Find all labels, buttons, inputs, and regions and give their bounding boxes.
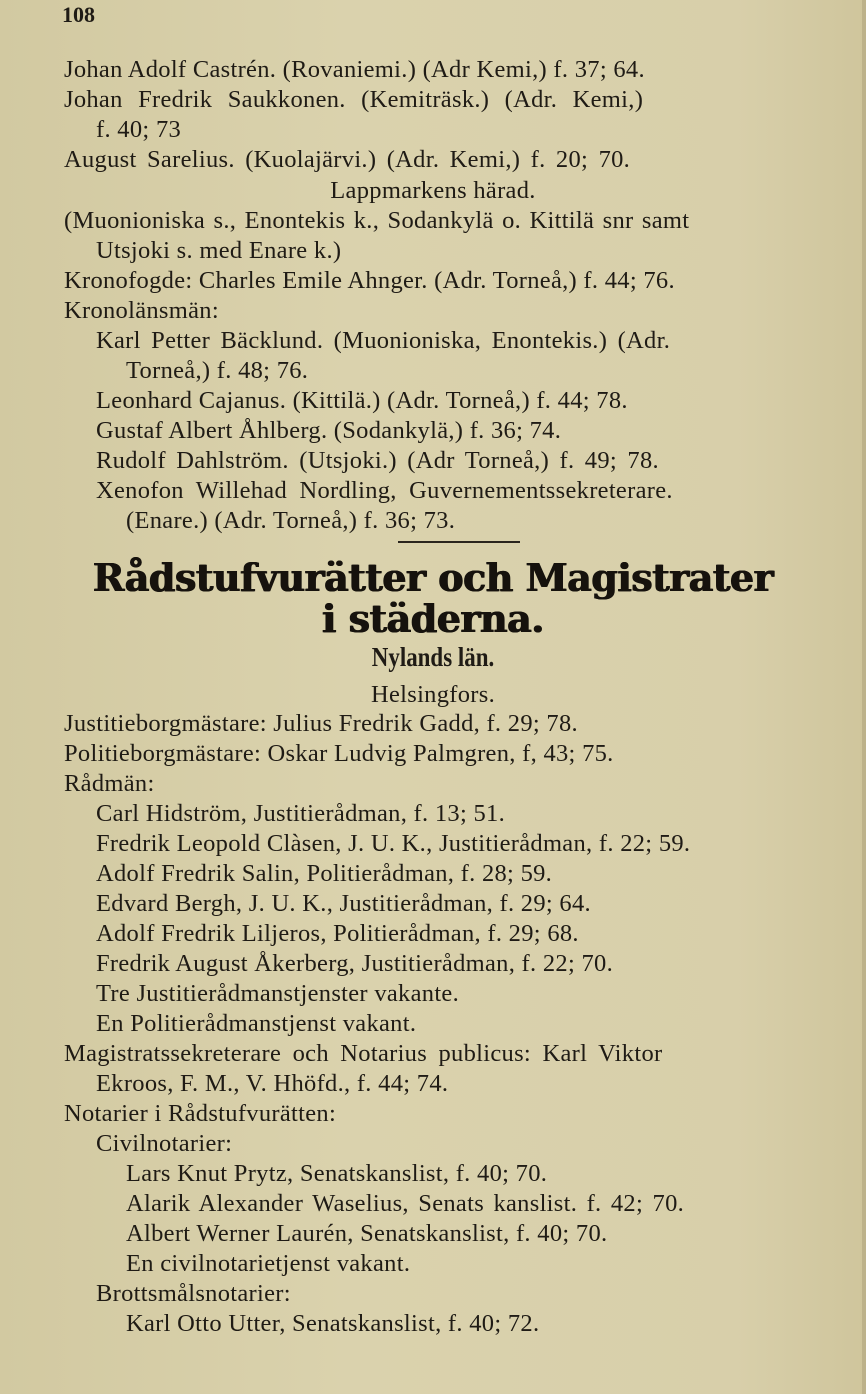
entry-line: Utsjoki s. med Enare k.) (96, 237, 342, 264)
entry-line: Adolf Fredrik Salin, Politierådman, f. 28; 59. (96, 860, 553, 887)
entry-line: Carl Hidström, Justitierådman, f. 13; 51. (96, 800, 506, 827)
entry-line: Rådmän: (64, 770, 155, 797)
entry-line: Notarier i Rådstufvurätten: (64, 1100, 337, 1127)
entry-line: Edvard Bergh, J. U. K., Justitierådman, f. 29; 64. (96, 890, 591, 917)
entry-line: Johan Fredrik Saukkonen. (Kemiträsk.) (Adr. Kemi,) (64, 86, 644, 113)
entry-line: Tre Justitierådmanstjenster vakante. (96, 980, 460, 1007)
entry-line: Magistratssekreterare och Notarius publicus: Karl Viktor (64, 1040, 663, 1067)
entry-line: Fredrik Leopold Clàsen, J. U. K., Justitierådman, f. 22; 59. (96, 830, 691, 857)
entry-line: Gustaf Albert Åhlberg. (Sodankylä,) f. 36; 74. (96, 417, 562, 444)
entry-line: Ekroos, F. M., V. Hhöfd., f. 44; 74. (96, 1070, 449, 1097)
entry-line: Karl Otto Utter, Senatskanslist, f. 40; 72. (126, 1310, 540, 1337)
entry-line: f. 40; 73 (96, 116, 182, 143)
city-heading: Helsingfors. (370, 681, 496, 708)
entry-line: Kronofogde: Charles Emile Ahnger. (Adr. Torneå,) f. 44; 76. (64, 267, 675, 294)
entry-line: August Sarelius. (Kuolajärvi.) (Adr. Kemi,) f. 20; 70. (64, 146, 631, 173)
entry-line: Kronolänsmän: (64, 297, 219, 324)
district-heading: Lappmarkens härad. (330, 177, 536, 204)
entry-line: Torneå,) f. 48; 76. (126, 357, 309, 384)
entry-line: Leonhard Cajanus. (Kittilä.) (Adr. Torneå,) f. 44; 78. (96, 387, 628, 414)
entry-line: Brottsmålsnotarier: (96, 1280, 291, 1307)
section-title: Rådstufvurätter och Magistrater (92, 555, 774, 600)
entry-line: (Enare.) (Adr. Torneå,) f. 36; 73. (126, 507, 456, 534)
entry-line: (Muonioniska s., Enontekis k., Sodankylä o. Kittilä snr samt (64, 207, 690, 234)
entry-line: En civilnotarietjenst vakant. (126, 1250, 411, 1277)
entry-line: Fredrik August Åkerberg, Justitierådman, f. 22; 70. (96, 950, 614, 977)
entry-line: Lars Knut Prytz, Senatskanslist, f. 40; 70. (126, 1160, 548, 1187)
entry-line: Albert Werner Laurén, Senatskanslist, f. 40; 70. (126, 1220, 608, 1247)
page-number: 108 (62, 2, 95, 27)
entry-line: Karl Petter Bäcklund. (Muonioniska, Enontekis.) (Adr. (96, 327, 671, 354)
entry-line: Adolf Fredrik Liljeros, Politierådman, f. 29; 68. (96, 920, 579, 947)
entry-line: Politieborgmästare: Oskar Ludvig Palmgren, f, 43; 75. (64, 740, 614, 767)
entry-line: Johan Adolf Castrén. (Rovaniemi.) (Adr Kemi,) f. 37; 64. (64, 56, 645, 83)
section-divider (398, 541, 520, 543)
entry-line: Justitieborgmästare: Julius Fredrik Gadd, f. 29; 78. (64, 710, 578, 737)
entry-line: En Politierådmanstjenst vakant. (96, 1010, 417, 1037)
entry-line: Alarik Alexander Waselius, Senats kanslist. f. 42; 70. (126, 1190, 685, 1217)
entry-line: Civilnotarier: (96, 1130, 233, 1157)
section-title-line2: i städerna. (322, 596, 544, 641)
entry-line: Rudolf Dahlström. (Utsjoki.) (Adr Torneå,) f. 49; 78. (96, 447, 659, 474)
province-heading: Nylands län. (371, 642, 495, 672)
entry-line: Xenofon Willehad Nordling, Guvernementssekreterare. (96, 477, 673, 504)
